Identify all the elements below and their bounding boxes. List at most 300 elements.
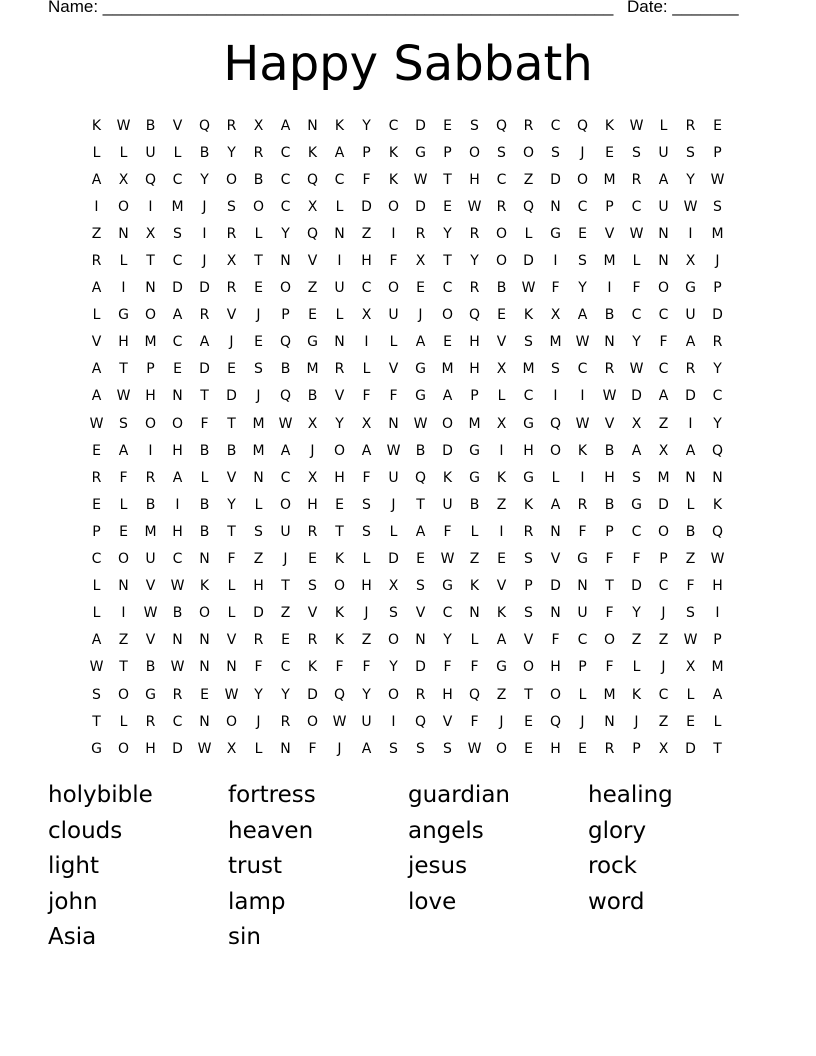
- grid-letter[interactable]: V: [226, 632, 237, 649]
- grid-letter[interactable]: I: [94, 198, 99, 215]
- grid-letter[interactable]: I: [391, 225, 396, 242]
- grid-letter[interactable]: F: [551, 280, 560, 297]
- grid-letter[interactable]: D: [361, 198, 372, 215]
- grid-letter[interactable]: Z: [361, 225, 372, 242]
- grid-letter[interactable]: V: [442, 713, 453, 730]
- grid-letter[interactable]: B: [604, 442, 615, 459]
- grid-letter[interactable]: F: [362, 171, 371, 188]
- grid-letter[interactable]: S: [551, 361, 560, 378]
- grid-letter[interactable]: S: [416, 740, 425, 757]
- grid-letter[interactable]: E: [497, 307, 506, 324]
- grid-letter[interactable]: T: [119, 659, 128, 676]
- grid-letter[interactable]: E: [416, 551, 425, 568]
- grid-letter[interactable]: P: [578, 659, 587, 676]
- grid-letter[interactable]: T: [92, 713, 101, 730]
- grid-letter[interactable]: Q: [198, 117, 211, 134]
- grid-letter[interactable]: C: [388, 117, 399, 134]
- grid-letter[interactable]: N: [388, 415, 399, 432]
- grid-letter[interactable]: W: [278, 415, 293, 432]
- grid-letter[interactable]: K: [199, 578, 210, 595]
- grid-letter[interactable]: T: [524, 686, 533, 703]
- grid-letter[interactable]: E: [524, 740, 533, 757]
- grid-letter[interactable]: E: [92, 442, 101, 459]
- grid-letter[interactable]: P: [713, 280, 722, 297]
- grid-letter[interactable]: C: [172, 334, 183, 351]
- grid-letter[interactable]: G: [469, 469, 480, 486]
- grid-letter[interactable]: D: [415, 117, 426, 134]
- grid-letter[interactable]: L: [470, 632, 479, 649]
- grid-letter[interactable]: O: [657, 523, 670, 540]
- grid-letter[interactable]: M: [252, 442, 265, 459]
- grid-letter[interactable]: M: [603, 686, 616, 703]
- grid-letter[interactable]: K: [388, 171, 399, 188]
- grid-letter[interactable]: W: [197, 740, 212, 757]
- grid-letter[interactable]: D: [631, 388, 642, 405]
- grid-letter[interactable]: J: [661, 659, 666, 676]
- grid-letter[interactable]: O: [117, 686, 130, 703]
- grid-letter[interactable]: Y: [632, 605, 641, 622]
- grid-letter[interactable]: S: [524, 551, 533, 568]
- grid-letter[interactable]: L: [119, 144, 128, 161]
- grid-letter[interactable]: N: [604, 334, 615, 351]
- grid-letter[interactable]: H: [469, 361, 480, 378]
- grid-letter[interactable]: S: [443, 740, 452, 757]
- grid-letter[interactable]: H: [172, 442, 183, 459]
- grid-letter[interactable]: R: [604, 361, 615, 378]
- grid-letter[interactable]: S: [551, 144, 560, 161]
- grid-letter[interactable]: F: [362, 469, 371, 486]
- grid-letter[interactable]: R: [199, 307, 210, 324]
- grid-letter[interactable]: Z: [631, 632, 642, 649]
- grid-letter[interactable]: Y: [389, 659, 398, 676]
- grid-letter[interactable]: F: [443, 659, 452, 676]
- grid-letter[interactable]: K: [496, 469, 507, 486]
- grid-letter[interactable]: H: [712, 578, 723, 595]
- grid-letter[interactable]: S: [416, 578, 425, 595]
- grid-letter[interactable]: X: [226, 253, 237, 270]
- grid-letter[interactable]: N: [334, 334, 345, 351]
- grid-letter[interactable]: K: [712, 496, 723, 513]
- grid-letter[interactable]: X: [307, 469, 318, 486]
- grid-letter[interactable]: L: [524, 225, 533, 242]
- grid-letter[interactable]: E: [578, 225, 587, 242]
- grid-letter[interactable]: A: [118, 442, 129, 459]
- grid-letter[interactable]: C: [334, 171, 345, 188]
- grid-letter[interactable]: M: [468, 415, 481, 432]
- grid-letter[interactable]: A: [91, 388, 102, 405]
- grid-letter[interactable]: Z: [496, 496, 507, 513]
- grid-letter[interactable]: G: [469, 442, 480, 459]
- grid-letter[interactable]: R: [145, 713, 156, 730]
- grid-letter[interactable]: J: [391, 496, 396, 513]
- grid-letter[interactable]: D: [226, 388, 237, 405]
- grid-letter[interactable]: W: [440, 551, 455, 568]
- grid-letter[interactable]: A: [280, 442, 291, 459]
- grid-letter[interactable]: C: [91, 551, 102, 568]
- grid-letter[interactable]: K: [334, 117, 345, 134]
- grid-letter[interactable]: S: [119, 415, 128, 432]
- grid-letter[interactable]: U: [361, 713, 372, 730]
- grid-letter[interactable]: L: [254, 740, 263, 757]
- grid-letter[interactable]: Z: [658, 632, 669, 649]
- grid-letter[interactable]: B: [199, 496, 210, 513]
- grid-letter[interactable]: I: [580, 469, 585, 486]
- grid-letter[interactable]: N: [550, 605, 561, 622]
- grid-letter[interactable]: U: [577, 605, 588, 622]
- grid-letter[interactable]: L: [92, 307, 101, 324]
- grid-letter[interactable]: R: [226, 117, 237, 134]
- grid-letter[interactable]: K: [631, 686, 642, 703]
- grid-letter[interactable]: L: [254, 225, 263, 242]
- grid-letter[interactable]: D: [199, 280, 210, 297]
- grid-letter[interactable]: T: [443, 253, 452, 270]
- grid-letter[interactable]: W: [629, 361, 644, 378]
- grid-letter[interactable]: E: [173, 361, 182, 378]
- grid-letter[interactable]: S: [362, 523, 371, 540]
- grid-letter[interactable]: G: [685, 280, 696, 297]
- grid-letter[interactable]: D: [388, 551, 399, 568]
- grid-letter[interactable]: C: [658, 361, 669, 378]
- grid-letter[interactable]: L: [92, 144, 101, 161]
- grid-letter[interactable]: D: [523, 253, 534, 270]
- grid-letter[interactable]: W: [710, 171, 725, 188]
- grid-letter[interactable]: A: [334, 144, 345, 161]
- grid-letter[interactable]: B: [199, 144, 210, 161]
- grid-letter[interactable]: P: [713, 144, 722, 161]
- grid-letter[interactable]: N: [658, 253, 669, 270]
- grid-letter[interactable]: E: [254, 280, 263, 297]
- grid-letter[interactable]: T: [200, 388, 209, 405]
- grid-letter[interactable]: R: [253, 144, 264, 161]
- grid-letter[interactable]: V: [307, 253, 318, 270]
- grid-letter[interactable]: Z: [307, 280, 318, 297]
- grid-letter[interactable]: F: [686, 578, 695, 595]
- grid-letter[interactable]: A: [91, 361, 102, 378]
- grid-letter[interactable]: L: [200, 469, 209, 486]
- grid-letter[interactable]: Y: [281, 686, 290, 703]
- grid-letter[interactable]: E: [443, 334, 452, 351]
- grid-letter[interactable]: F: [605, 659, 614, 676]
- grid-letter[interactable]: Q: [306, 171, 319, 188]
- grid-letter[interactable]: A: [91, 632, 102, 649]
- grid-letter[interactable]: J: [634, 713, 639, 730]
- grid-letter[interactable]: P: [362, 144, 371, 161]
- grid-letter[interactable]: V: [226, 469, 237, 486]
- grid-letter[interactable]: W: [413, 415, 428, 432]
- grid-letter[interactable]: P: [605, 523, 614, 540]
- grid-letter[interactable]: E: [335, 496, 344, 513]
- grid-letter[interactable]: Z: [118, 632, 129, 649]
- grid-letter[interactable]: K: [307, 659, 318, 676]
- grid-letter[interactable]: X: [631, 415, 642, 432]
- grid-letter[interactable]: B: [145, 496, 156, 513]
- grid-letter[interactable]: C: [361, 280, 372, 297]
- grid-letter[interactable]: O: [279, 280, 292, 297]
- grid-letter[interactable]: O: [603, 632, 616, 649]
- grid-letter[interactable]: T: [146, 253, 155, 270]
- grid-letter[interactable]: K: [469, 578, 480, 595]
- grid-letter[interactable]: I: [580, 388, 585, 405]
- grid-letter[interactable]: S: [632, 144, 641, 161]
- grid-letter[interactable]: X: [685, 253, 696, 270]
- grid-letter[interactable]: Y: [254, 686, 263, 703]
- grid-letter[interactable]: Z: [658, 415, 669, 432]
- grid-letter[interactable]: H: [361, 253, 372, 270]
- grid-letter[interactable]: D: [415, 659, 426, 676]
- grid-letter[interactable]: L: [92, 605, 101, 622]
- grid-letter[interactable]: O: [144, 307, 157, 324]
- grid-letter[interactable]: F: [578, 523, 587, 540]
- grid-letter[interactable]: M: [144, 334, 157, 351]
- grid-letter[interactable]: F: [227, 551, 236, 568]
- grid-letter[interactable]: R: [91, 469, 102, 486]
- grid-letter[interactable]: O: [522, 659, 535, 676]
- grid-letter[interactable]: K: [307, 144, 318, 161]
- grid-letter[interactable]: B: [199, 442, 210, 459]
- grid-letter[interactable]: T: [416, 496, 425, 513]
- grid-letter[interactable]: K: [523, 307, 534, 324]
- grid-letter[interactable]: H: [550, 740, 561, 757]
- grid-letter[interactable]: O: [225, 171, 238, 188]
- grid-letter[interactable]: L: [659, 117, 668, 134]
- grid-letter[interactable]: F: [443, 523, 452, 540]
- grid-letter[interactable]: Q: [306, 225, 319, 242]
- grid-letter[interactable]: C: [172, 253, 183, 270]
- grid-letter[interactable]: X: [658, 740, 669, 757]
- grid-letter[interactable]: T: [605, 578, 614, 595]
- grid-letter[interactable]: W: [602, 388, 617, 405]
- grid-letter[interactable]: V: [226, 307, 237, 324]
- grid-letter[interactable]: C: [496, 171, 507, 188]
- grid-letter[interactable]: D: [307, 686, 318, 703]
- grid-letter[interactable]: S: [632, 469, 641, 486]
- grid-letter[interactable]: F: [119, 469, 128, 486]
- grid-letter[interactable]: N: [118, 225, 129, 242]
- grid-letter[interactable]: A: [172, 469, 183, 486]
- grid-letter[interactable]: A: [361, 740, 372, 757]
- grid-letter[interactable]: E: [497, 551, 506, 568]
- grid-letter[interactable]: M: [144, 523, 157, 540]
- grid-letter[interactable]: I: [148, 198, 153, 215]
- grid-letter[interactable]: L: [173, 144, 182, 161]
- grid-letter[interactable]: H: [334, 469, 345, 486]
- grid-letter[interactable]: G: [550, 225, 561, 242]
- grid-letter[interactable]: W: [683, 632, 698, 649]
- grid-letter[interactable]: S: [686, 144, 695, 161]
- grid-letter[interactable]: Q: [468, 307, 481, 324]
- grid-letter[interactable]: O: [117, 551, 130, 568]
- grid-letter[interactable]: O: [144, 415, 157, 432]
- grid-letter[interactable]: D: [685, 740, 696, 757]
- grid-letter[interactable]: M: [603, 171, 616, 188]
- grid-letter[interactable]: A: [577, 307, 588, 324]
- grid-letter[interactable]: S: [254, 361, 263, 378]
- grid-letter[interactable]: O: [495, 740, 508, 757]
- grid-letter[interactable]: S: [713, 198, 722, 215]
- grid-letter[interactable]: Q: [495, 117, 508, 134]
- grid-letter[interactable]: S: [470, 117, 479, 134]
- grid-letter[interactable]: E: [416, 280, 425, 297]
- grid-letter[interactable]: L: [389, 334, 398, 351]
- grid-letter[interactable]: U: [388, 307, 399, 324]
- grid-letter[interactable]: G: [523, 469, 534, 486]
- grid-letter[interactable]: E: [308, 307, 317, 324]
- grid-letter[interactable]: J: [364, 605, 369, 622]
- grid-letter[interactable]: E: [308, 551, 317, 568]
- grid-letter[interactable]: F: [632, 551, 641, 568]
- grid-letter[interactable]: S: [308, 578, 317, 595]
- grid-letter[interactable]: J: [661, 605, 666, 622]
- grid-letter[interactable]: O: [198, 605, 211, 622]
- grid-letter[interactable]: Q: [576, 117, 589, 134]
- grid-letter[interactable]: P: [443, 144, 452, 161]
- grid-letter[interactable]: H: [307, 496, 318, 513]
- grid-letter[interactable]: D: [199, 361, 210, 378]
- grid-letter[interactable]: J: [499, 713, 504, 730]
- grid-letter[interactable]: O: [522, 144, 535, 161]
- grid-letter[interactable]: V: [496, 334, 507, 351]
- grid-letter[interactable]: C: [577, 198, 588, 215]
- grid-letter[interactable]: E: [686, 713, 695, 730]
- grid-letter[interactable]: A: [712, 686, 723, 703]
- grid-letter[interactable]: T: [443, 171, 452, 188]
- grid-letter[interactable]: P: [605, 198, 614, 215]
- grid-letter[interactable]: I: [364, 334, 369, 351]
- grid-letter[interactable]: L: [119, 496, 128, 513]
- grid-letter[interactable]: C: [577, 632, 588, 649]
- grid-letter[interactable]: X: [361, 415, 372, 432]
- grid-letter[interactable]: W: [116, 388, 131, 405]
- grid-letter[interactable]: R: [415, 686, 426, 703]
- grid-letter[interactable]: G: [442, 578, 453, 595]
- grid-letter[interactable]: N: [118, 578, 129, 595]
- grid-letter[interactable]: H: [253, 578, 264, 595]
- grid-letter[interactable]: D: [712, 307, 723, 324]
- grid-letter[interactable]: U: [658, 198, 669, 215]
- grid-letter[interactable]: C: [442, 280, 453, 297]
- grid-letter[interactable]: B: [145, 659, 156, 676]
- grid-letter[interactable]: Y: [443, 225, 452, 242]
- grid-letter[interactable]: L: [362, 361, 371, 378]
- grid-letter[interactable]: N: [280, 740, 291, 757]
- grid-letter[interactable]: Y: [362, 117, 371, 134]
- grid-letter[interactable]: C: [280, 144, 291, 161]
- grid-letter[interactable]: E: [443, 198, 452, 215]
- grid-letter[interactable]: X: [361, 307, 372, 324]
- grid-letter[interactable]: O: [441, 415, 454, 432]
- grid-letter[interactable]: L: [713, 713, 722, 730]
- grid-letter[interactable]: W: [116, 117, 131, 134]
- grid-letter[interactable]: O: [117, 198, 130, 215]
- grid-letter[interactable]: J: [256, 713, 261, 730]
- grid-letter[interactable]: Y: [335, 415, 344, 432]
- grid-letter[interactable]: G: [415, 144, 426, 161]
- grid-letter[interactable]: F: [605, 605, 614, 622]
- grid-letter[interactable]: G: [631, 496, 642, 513]
- grid-letter[interactable]: A: [172, 307, 183, 324]
- grid-letter[interactable]: K: [91, 117, 102, 134]
- grid-letter[interactable]: C: [523, 388, 534, 405]
- grid-letter[interactable]: V: [172, 117, 183, 134]
- grid-letter[interactable]: S: [173, 225, 182, 242]
- grid-letter[interactable]: C: [280, 469, 291, 486]
- grid-letter[interactable]: W: [467, 198, 482, 215]
- grid-letter[interactable]: K: [496, 605, 507, 622]
- grid-letter[interactable]: R: [226, 225, 237, 242]
- grid-letter[interactable]: A: [415, 523, 426, 540]
- grid-letter[interactable]: X: [145, 225, 156, 242]
- grid-letter[interactable]: F: [605, 551, 614, 568]
- grid-letter[interactable]: R: [415, 225, 426, 242]
- grid-letter[interactable]: H: [523, 442, 534, 459]
- grid-letter[interactable]: B: [280, 361, 291, 378]
- grid-letter[interactable]: F: [470, 659, 479, 676]
- grid-letter[interactable]: E: [254, 334, 263, 351]
- grid-letter[interactable]: A: [280, 117, 291, 134]
- grid-letter[interactable]: Y: [227, 144, 236, 161]
- grid-letter[interactable]: B: [469, 496, 480, 513]
- grid-letter[interactable]: G: [118, 307, 129, 324]
- grid-letter[interactable]: N: [550, 523, 561, 540]
- grid-letter[interactable]: T: [254, 253, 263, 270]
- grid-letter[interactable]: L: [686, 686, 695, 703]
- grid-letter[interactable]: J: [229, 334, 234, 351]
- grid-letter[interactable]: Y: [713, 415, 722, 432]
- grid-letter[interactable]: V: [388, 361, 399, 378]
- grid-letter[interactable]: O: [495, 253, 508, 270]
- grid-letter[interactable]: F: [632, 280, 641, 297]
- grid-letter[interactable]: O: [549, 686, 562, 703]
- grid-letter[interactable]: L: [227, 578, 236, 595]
- grid-letter[interactable]: M: [522, 361, 535, 378]
- grid-letter[interactable]: Q: [549, 415, 562, 432]
- grid-letter[interactable]: E: [119, 523, 128, 540]
- grid-letter[interactable]: Z: [523, 171, 534, 188]
- grid-letter[interactable]: H: [442, 686, 453, 703]
- grid-letter[interactable]: F: [470, 713, 479, 730]
- grid-letter[interactable]: W: [575, 334, 590, 351]
- grid-letter[interactable]: U: [442, 496, 453, 513]
- grid-letter[interactable]: I: [715, 605, 720, 622]
- grid-letter[interactable]: Y: [713, 361, 722, 378]
- grid-letter[interactable]: B: [604, 496, 615, 513]
- grid-letter[interactable]: N: [199, 713, 210, 730]
- grid-letter[interactable]: M: [657, 469, 670, 486]
- grid-letter[interactable]: R: [577, 496, 588, 513]
- grid-letter[interactable]: L: [686, 496, 695, 513]
- grid-letter[interactable]: J: [256, 307, 261, 324]
- grid-letter[interactable]: C: [280, 198, 291, 215]
- grid-letter[interactable]: F: [551, 632, 560, 649]
- grid-letter[interactable]: E: [92, 496, 101, 513]
- grid-letter[interactable]: R: [685, 117, 696, 134]
- grid-letter[interactable]: Z: [496, 686, 507, 703]
- grid-letter[interactable]: W: [710, 551, 725, 568]
- grid-letter[interactable]: Q: [522, 198, 535, 215]
- grid-letter[interactable]: J: [283, 551, 288, 568]
- grid-letter[interactable]: R: [307, 523, 318, 540]
- grid-letter[interactable]: F: [389, 253, 398, 270]
- grid-letter[interactable]: A: [91, 280, 102, 297]
- grid-letter[interactable]: F: [389, 388, 398, 405]
- grid-letter[interactable]: T: [713, 740, 722, 757]
- grid-letter[interactable]: G: [91, 740, 102, 757]
- grid-letter[interactable]: N: [199, 632, 210, 649]
- grid-letter[interactable]: R: [334, 361, 345, 378]
- grid-letter[interactable]: F: [254, 659, 263, 676]
- grid-letter[interactable]: Q: [333, 686, 346, 703]
- grid-letter[interactable]: K: [334, 605, 345, 622]
